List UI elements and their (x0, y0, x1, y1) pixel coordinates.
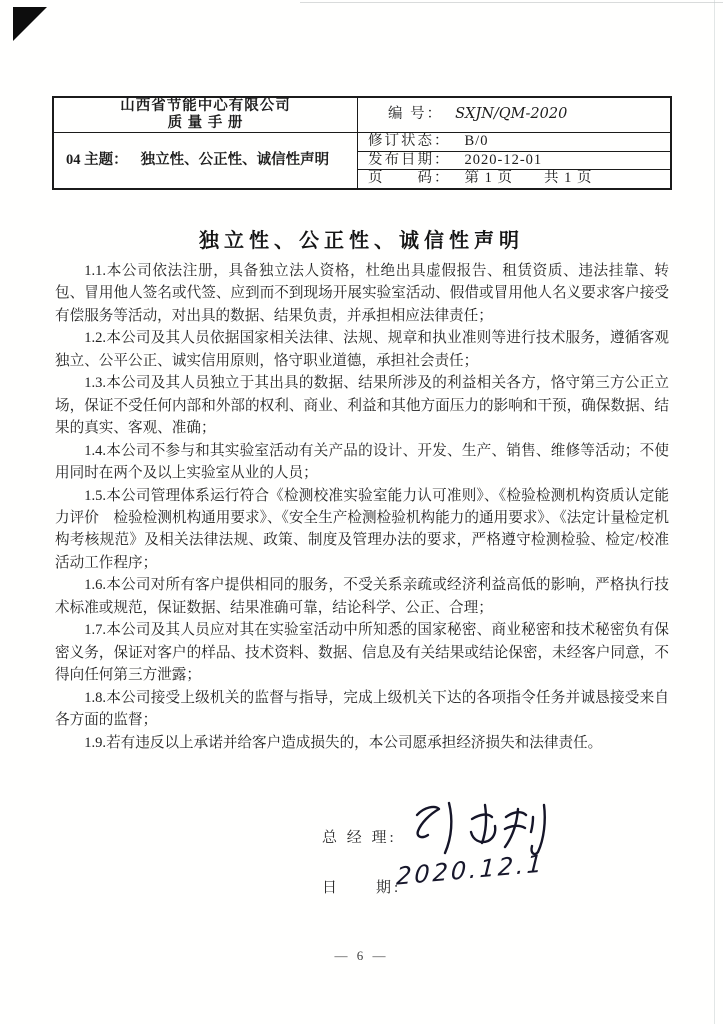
page-number-cell (358, 170, 670, 188)
paragraph-1-8: 1.8.本公司接受上级机关的监督与指导，完成上级机关下达的各项指令任务并诚恳接受来自各方面的监督； (55, 689, 669, 729)
subject-label: 04 主题： (66, 151, 128, 168)
paragraph-1-4: 1.4.本公司不参与和其实验室活动有关产品的设计、开发、生产、销售、维修等活动；不使用同时在两个及以上实验室从业的人员； (55, 442, 669, 482)
revision-label: 修订状态： (368, 133, 451, 150)
declaration-body (55, 260, 669, 754)
manual-title: 质 量 手 册 (167, 115, 244, 131)
issue-date-cell (358, 152, 670, 171)
company-name: 山西省节能中心有限公司 (120, 97, 291, 114)
issue-date-label: 发布日期： (368, 151, 451, 168)
page-title: 独立性、公正性、诚信性声明 (199, 230, 524, 252)
subject-cell (54, 133, 358, 188)
paragraph-1-5: 1.5.本公司管理体系运行符合《检测校准实验室能力认可准则》、《检验检测机构资质认定能力评价 检验检测机构通用要求》、《安全生产检测检验机构能力的通用要求》、《法定计量检定机构考核规范》及相关法律法规、政策、制度及管理办法的要求，严格遵守检测检验、检定/校准活动工作程序； (55, 487, 669, 571)
scan-corner-artifact (13, 7, 47, 41)
subject-value: 独立性、公正性、诚信性声明 (140, 151, 330, 168)
revision-value: B/0 (464, 133, 489, 150)
date-label: 日 期: (322, 880, 402, 896)
page-label: 页 码： (368, 170, 451, 187)
doc-number-cell (358, 98, 670, 133)
manager-signature-text (0, 0, 1, 1)
paragraph-1-7: 1.7.本公司及其人员应对其在实验室活动中所知悉的国家秘密、商业秘密和技术秘密负有保密义务，保证对客户的样品、技术资料、数据、信息及有关结果或结论保密，未经客户同意，不得向任何第三方泄露； (55, 622, 669, 684)
issue-date-value: 2020-12-01 (464, 151, 543, 168)
doc-number-label: 编 号： (388, 106, 444, 123)
footer-page-number: — 6 — (334, 948, 389, 963)
paragraph-1-6: 1.6.本公司对所有客户提供相同的服务，不受关系亲疏或经济利益高低的影响，严格执行技术标准或规范，保证数据、结果准确可靠，结论科学、公正、合理； (55, 577, 669, 616)
paragraph-1-9: 1.9.若有违反以上承诺并给客户造成损失的，本公司愿承担经济损失和法律责任。 (84, 734, 603, 751)
scan-edge-line-top (300, 2, 723, 3)
company-title-cell (54, 98, 358, 133)
paragraph-1-3: 1.3.本公司及其人员独立于其出具的数据、结果所涉及的利益相关各方，恪守第三方公正立场，保证不受任何内部和外部的权利、商业、利益和其他方面压力的影响和干预，确保数据、结果的真实、客观、准确； (55, 375, 669, 437)
doc-number-value: SXJN/QM-2020 (455, 106, 568, 123)
general-manager-label: 总 经 理: (322, 830, 397, 846)
header-table (52, 96, 672, 190)
paragraph-1-1: 1.1.本公司依法注册，具备独立法人资格，杜绝出具虚假报告、租赁资质、违法挂靠、转包、冒用他人签名或代签、应到而不到现场开展实验室活动、假借或冒用他人名义要求客户接受有偿服务等活动，对出具的数据、结果负责，并承担相应法律责任； (55, 263, 669, 324)
revision-status-cell (358, 133, 670, 152)
paragraph-1-2: 1.2.本公司及其人员依据国家相关法律、法规、规章和执业准则等进行技术服务，遵循客观独立、公平公正、诚实信用原则，恪守职业道德，承担社会责任； (55, 330, 669, 369)
scan-edge-line-right (714, 0, 715, 1024)
date-handwritten-value: 2020.12.1 (395, 849, 546, 891)
page-value: 第 1 页 共 1 页 (464, 170, 593, 187)
